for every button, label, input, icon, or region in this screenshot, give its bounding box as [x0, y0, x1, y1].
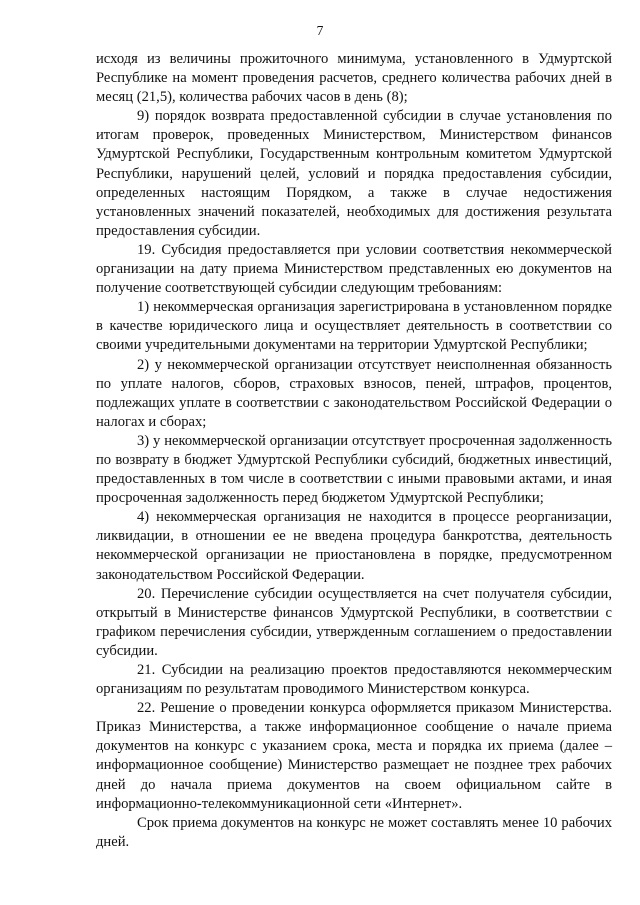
paragraph-clause-20: 20. Перечисление субсидии осуществляется на счет получателя субсидии, открытый в Министерстве финансов Удмуртской Республики, в соответствии с графиком перечисления субсидии, утвержденным соглашением о предоставлении субсидии. [96, 585, 612, 659]
paragraph-clause-22: 22. Решение о проведении конкурса оформляется приказом Министерства. Приказ Министерства, а также информационное сообщение о начале приема документов на конкурс с указанием срока, места и порядка их приема (далее – информационное сообщение) Министерство размещает не позднее трех рабочих дней до начала приема документов на своем официальном сайте в информационно-телекоммуникационной сети «Интернет». [96, 700, 612, 812]
paragraph-requirement-2: 2) у некоммерческой организации отсутствует неисполненная обязанность по уплате налогов, сборов, страховых взносов, пеней, штрафов, процентов, подлежащих уплате в соответствии с законодательством Российской Федерации о налогах и сборах; [96, 356, 612, 430]
paragraph-continuation: исходя из величины прожиточного минимума, установленного в Удмуртской Республике на момент проведения расчетов, среднего количества рабочих дней в месяц (21,5), количества рабочих часов в день (8); [96, 51, 612, 106]
paragraph-clause-21: 21. Субсидии на реализацию проектов предоставляются некоммерческим организациям по результатам проводимого Министерством конкурса. [96, 662, 612, 698]
page-number: 7 [316, 23, 324, 38]
paragraph-deadline: Срок приема документов на конкурс не может составлять менее 10 рабочих дней. [96, 814, 612, 850]
paragraph-item-9: 9) порядок возврата предоставленной субсидии в случае установления по итогам проверок, проведенных Министерством, Министерством финансов Удмуртской Республики, Государственным контрольным комитетом Удмуртской Республики, нарушений целей, условий и порядка предоставления субсидии, определенных настоящим Порядком, а также в случае недостижения установленных значений показателей, необходимых для достижения результата предоставления субсидии. [96, 108, 612, 239]
paragraph-requirement-1: 1) некоммерческая организация зарегистрирована в установленном порядке в качестве юридического лица и осуществляет деятельность в соответствии со своими учредительными документами на территории Удмуртской Республики; [96, 299, 612, 354]
paragraph-requirement-4: 4) некоммерческая организация не находится в процессе реорганизации, ликвидации, в отношении ее не введена процедура банкротства, деятельность некоммерческой организации не приостановлена в порядке, предусмотренном законодательством Российской Федерации. [96, 509, 612, 583]
paragraph-requirement-3: 3) у некоммерческой организации отсутствует просроченная задолженность по возврату в бюджет Удмуртской Республики субсидий, бюджетных инвестиций, предоставленных в том числе в соответствии с иными правовыми актами, и иная просроченная задолженность перед бюджетом Удмуртской Республики; [96, 432, 612, 507]
paragraph-clause-19: 19. Субсидия предоставляется при условии соответствия некоммерческой организации на дату приема Министерством представленных ею документов на получение соответствующей субсидии следующим требованиям: [96, 241, 612, 297]
document-body [96, 50, 612, 852]
